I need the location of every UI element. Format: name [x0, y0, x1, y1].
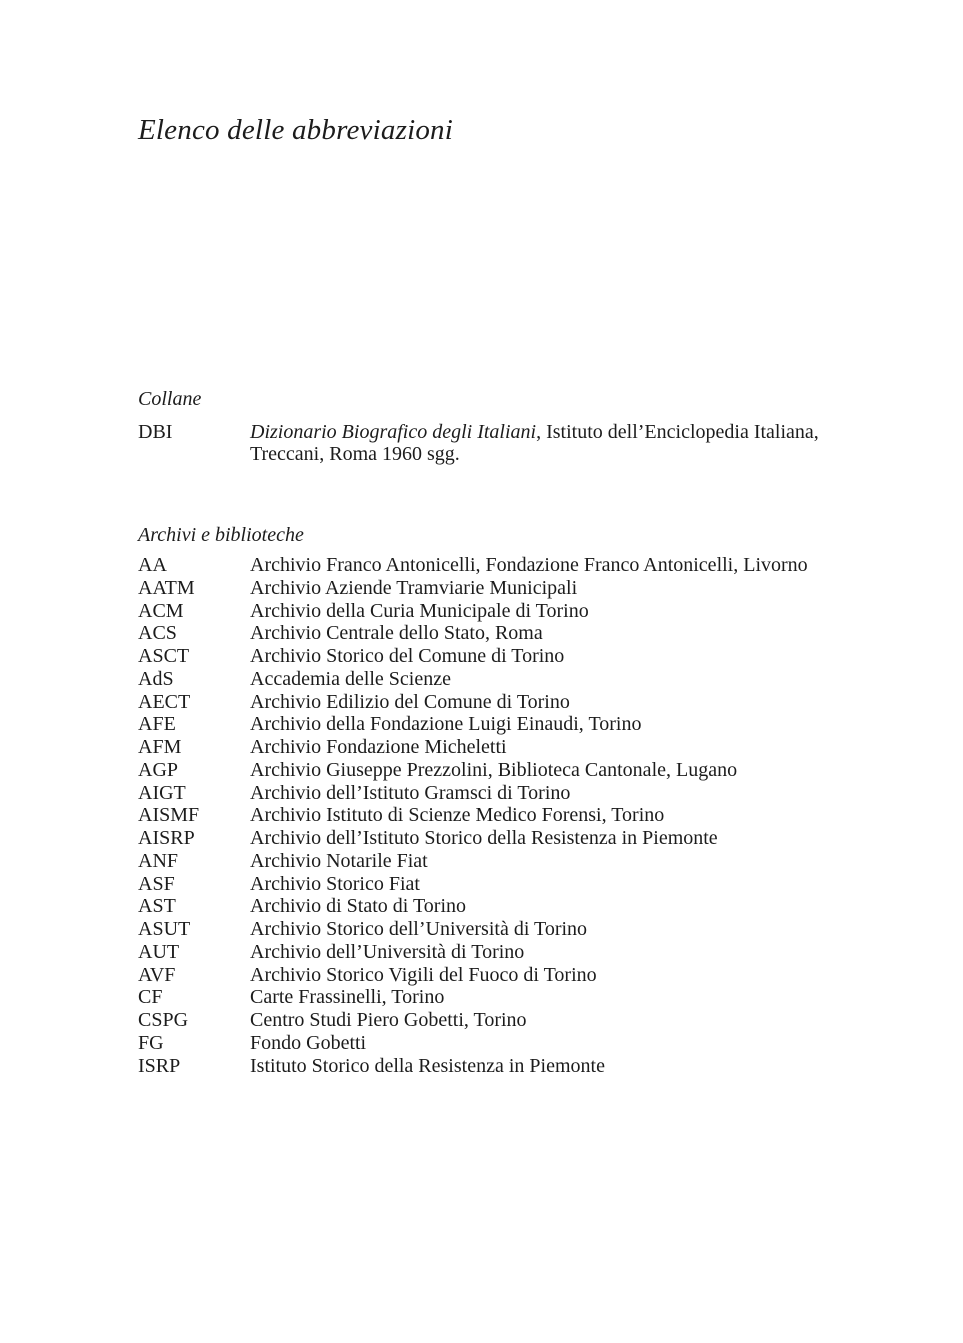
- abbreviation-entry: [138, 1032, 858, 1055]
- abbreviation-description: Archivio dell’Istituto Storico della Resistenza in Piemonte: [250, 827, 718, 849]
- abbreviation-description: Fondo Gobetti: [250, 1032, 367, 1054]
- abbreviation-code: AIGT: [138, 782, 186, 804]
- abbreviation-description: Centro Studi Piero Gobetti, Torino: [250, 1009, 527, 1031]
- abbreviation-code: ASUT: [138, 918, 191, 940]
- abbreviation-entry: [138, 895, 858, 918]
- abbreviation-code: AVF: [138, 964, 176, 986]
- abbreviation-entry: [138, 964, 858, 987]
- abbreviation-entry: [138, 827, 858, 850]
- series-publication-details: , Istituto dell’Enciclopedia Italiana, Treccani, Roma 1960 sgg.: [250, 421, 819, 465]
- abbreviation-code: ACS: [138, 622, 177, 644]
- abbreviation-description: Archivio Giuseppe Prezzolini, Biblioteca Cantonale, Lugano: [250, 759, 738, 781]
- abbreviation-description: Archivio dell’Istituto Gramsci di Torino: [250, 782, 571, 804]
- abbreviation-description: Archivio Storico dell’Università di Torino: [250, 918, 588, 940]
- abbreviation-code: AFE: [138, 713, 176, 735]
- abbreviation-code: AdS: [138, 668, 174, 690]
- abbreviation-description: Archivio Storico Fiat: [250, 873, 420, 895]
- abbreviation-entry: [138, 804, 858, 827]
- abbreviation-code: CF: [138, 986, 163, 1008]
- abbreviation-code: AISRP: [138, 827, 195, 849]
- series-title: Dizionario Biografico degli Italiani: [250, 421, 537, 443]
- abbreviation-description: Archivio Notarile Fiat: [250, 850, 428, 872]
- abbreviation-code: DBI: [138, 421, 173, 443]
- abbreviation-description: Archivio della Fondazione Luigi Einaudi, Torino: [250, 713, 642, 735]
- abbreviation-description: Archivio Fondazione Micheletti: [250, 736, 507, 758]
- abbreviation-entry: [138, 986, 858, 1009]
- abbreviation-entry: [138, 622, 858, 645]
- abbreviation-entry: [138, 600, 858, 623]
- abbreviation-code: ANF: [138, 850, 179, 872]
- page-title: Elenco delle abbreviazioni: [138, 114, 453, 146]
- abbreviation-code: AUT: [138, 941, 180, 963]
- abbreviation-code: AECT: [138, 691, 191, 713]
- abbreviation-description: Archivio Franco Antonicelli, Fondazione Franco Antonicelli, Livorno: [250, 554, 808, 576]
- section-heading-collane: Collane: [138, 388, 202, 410]
- abbreviation-entry: [138, 1055, 858, 1078]
- abbreviation-code: FG: [138, 1032, 164, 1054]
- abbreviation-code: AA: [138, 554, 167, 576]
- abbreviation-entry-dbi: [138, 421, 858, 465]
- abbreviation-entry: [138, 645, 858, 668]
- abbreviation-code: AFM: [138, 736, 182, 758]
- abbreviation-code: ASCT: [138, 645, 190, 667]
- abbreviation-code: AGP: [138, 759, 179, 781]
- abbreviation-entry: [138, 1009, 858, 1032]
- abbreviation-description: Archivio dell’Università di Torino: [250, 941, 525, 963]
- abbreviation-entry: [138, 691, 858, 714]
- abbreviation-entry: [138, 668, 858, 691]
- abbreviation-entry: [138, 941, 858, 964]
- abbreviation-description: Archivio Storico Vigili del Fuoco di Torino: [250, 964, 597, 986]
- abbreviation-description: Archivio Istituto di Scienze Medico Forensi, Torino: [250, 804, 665, 826]
- abbreviation-description: Archivio della Curia Municipale di Torino: [250, 600, 589, 622]
- abbreviation-entry: [138, 759, 858, 782]
- abbreviation-code: AATM: [138, 577, 195, 599]
- abbreviation-description: [250, 421, 858, 465]
- abbreviation-code: CSPG: [138, 1009, 189, 1031]
- abbreviation-entry: [138, 850, 858, 873]
- abbreviation-description: Carte Frassinelli, Torino: [250, 986, 445, 1008]
- abbreviation-code: ISRP: [138, 1055, 181, 1077]
- abbreviation-code: AISMF: [138, 804, 200, 826]
- abbreviation-description: Istituto Storico della Resistenza in Piemonte: [250, 1055, 605, 1077]
- abbreviation-entry: [138, 873, 858, 896]
- abbreviation-code: ASF: [138, 873, 175, 895]
- abbreviation-code: AST: [138, 895, 176, 917]
- abbreviation-description: Accademia delle Scienze: [250, 668, 451, 690]
- abbreviation-description: Archivio Storico del Comune di Torino: [250, 645, 565, 667]
- abbreviation-description: Archivio Aziende Tramviarie Municipali: [250, 577, 578, 599]
- abbreviation-entry: [138, 577, 858, 600]
- abbreviation-entry: [138, 782, 858, 805]
- abbreviation-entry: [138, 713, 858, 736]
- abbreviation-entry: [138, 736, 858, 759]
- abbreviation-code: ACM: [138, 600, 184, 622]
- abbreviation-description: Archivio di Stato di Torino: [250, 895, 466, 917]
- abbreviation-description: Archivio Centrale dello Stato, Roma: [250, 622, 543, 644]
- abbreviation-description: Archivio Edilizio del Comune di Torino: [250, 691, 570, 713]
- section-heading-archivi: Archivi e biblioteche: [138, 524, 304, 546]
- abbreviation-entry: [138, 918, 858, 941]
- abbreviation-entry: [138, 554, 858, 577]
